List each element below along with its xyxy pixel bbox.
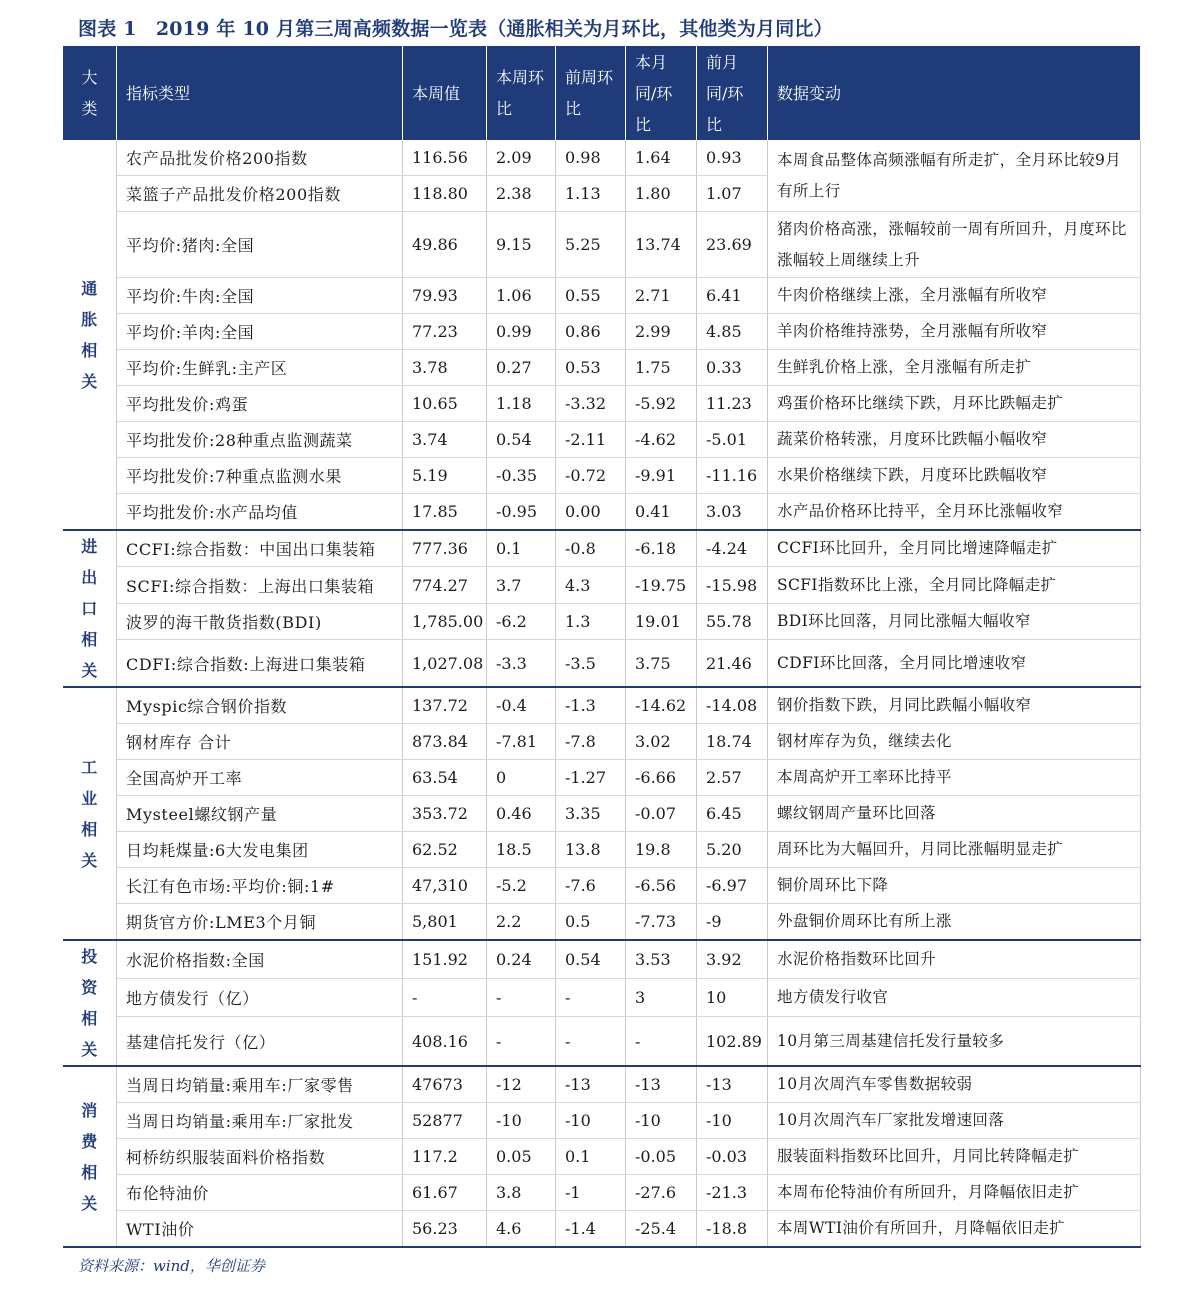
prev-mom-cell: 102.89 [697, 1017, 768, 1066]
category-cell: 工业相关 [63, 687, 117, 940]
wow-cell: 0.99 [487, 314, 556, 350]
prev-wow-cell: -10 [556, 1103, 626, 1139]
table-row [63, 1103, 1141, 1139]
prev-mom-cell: 0.33 [697, 350, 768, 386]
prev-wow-cell: 1.3 [556, 603, 626, 639]
table-row [63, 530, 1141, 567]
mom-cell: -6.56 [626, 868, 697, 904]
header-wow: 本周环比 [487, 46, 556, 140]
table-row [63, 458, 1141, 494]
wow-cell: 1.18 [487, 386, 556, 422]
change-note-cell: 10月第三周基建信托发行量较多 [768, 1017, 1141, 1066]
indicator-cell: 布伦特油价 [117, 1175, 403, 1211]
wow-cell: 2.09 [487, 140, 556, 176]
table-row [63, 1211, 1141, 1248]
indicator-cell: 平均批发价:鸡蛋 [117, 386, 403, 422]
change-note-cell: 服装面料指数环比回升，月同比转降幅走扩 [768, 1139, 1141, 1175]
prev-mom-cell: -9 [697, 904, 768, 941]
data-table [62, 46, 1141, 1248]
mom-cell: 19.8 [626, 832, 697, 868]
prev-wow-cell: 0.53 [556, 350, 626, 386]
value-cell: 17.85 [403, 494, 487, 531]
mom-cell: 3.53 [626, 940, 697, 979]
wow-cell: 0.05 [487, 1139, 556, 1175]
change-note-cell: 本周布伦特油价有所回升，月降幅依旧走扩 [768, 1175, 1141, 1211]
change-note-cell: 地方债发行收官 [768, 979, 1141, 1017]
prev-wow-cell: 3.35 [556, 796, 626, 832]
mom-cell: -0.07 [626, 796, 697, 832]
mom-cell: -4.62 [626, 422, 697, 458]
change-note-cell: 羊肉价格维持涨势，全月涨幅有所收窄 [768, 314, 1141, 350]
value-cell: 47,310 [403, 868, 487, 904]
wow-cell: 2.38 [487, 176, 556, 212]
value-cell: 118.80 [403, 176, 487, 212]
mom-cell: 1.64 [626, 140, 697, 176]
table-row [63, 350, 1141, 386]
header-category: 大类 [63, 46, 117, 140]
indicator-cell: Myspic综合钢价指数 [117, 687, 403, 724]
prev-wow-cell: 0.55 [556, 278, 626, 314]
indicator-cell: 农产品批发价格200指数 [117, 140, 403, 176]
change-note-cell: 蔬菜价格转涨，月度环比跌幅小幅收窄 [768, 422, 1141, 458]
indicator-cell: CDFI:综合指数:上海进口集装箱 [117, 640, 403, 687]
wow-cell: 0.24 [487, 940, 556, 979]
change-note-cell: 水产品价格环比持平，全月环比涨幅收窄 [768, 494, 1141, 531]
wow-cell: 0.54 [487, 422, 556, 458]
change-note-cell: 牛肉价格继续上涨，全月涨幅有所收窄 [768, 278, 1141, 314]
prev-mom-cell: 6.45 [697, 796, 768, 832]
value-cell: 137.72 [403, 687, 487, 724]
prev-wow-cell: 5.25 [556, 212, 626, 278]
table-row [63, 904, 1141, 941]
wow-cell: -6.2 [487, 603, 556, 639]
prev-wow-cell: -1.4 [556, 1211, 626, 1248]
mom-cell: 3.75 [626, 640, 697, 687]
wow-cell: 0.1 [487, 530, 556, 567]
table-row [63, 832, 1141, 868]
prev-mom-cell: 21.46 [697, 640, 768, 687]
wow-cell: 9.15 [487, 212, 556, 278]
prev-wow-cell: -7.8 [556, 724, 626, 760]
change-note-cell: 钢材库存为负，继续去化 [768, 724, 1141, 760]
indicator-cell: SCFI:综合指数：上海出口集装箱 [117, 567, 403, 603]
change-note-cell: 本周高炉开工率环比持平 [768, 760, 1141, 796]
value-cell: - [403, 979, 487, 1017]
prev-mom-cell: 11.23 [697, 386, 768, 422]
mom-cell: -19.75 [626, 567, 697, 603]
category-cell: 消费相关 [63, 1066, 117, 1247]
prev-mom-cell: 55.78 [697, 603, 768, 639]
mom-cell: -7.73 [626, 904, 697, 941]
prev-wow-cell: -3.32 [556, 386, 626, 422]
indicator-cell: Mysteel螺纹钢产量 [117, 796, 403, 832]
change-note-cell: 水泥价格指数环比回升 [768, 940, 1141, 979]
change-note-cell: 猪肉价格高涨，涨幅较前一周有所回升，月度环比涨幅较上周继续上升 [768, 212, 1141, 278]
change-note-cell: 铜价周环比下降 [768, 868, 1141, 904]
mom-cell: -27.6 [626, 1175, 697, 1211]
wow-cell: 18.5 [487, 832, 556, 868]
mom-cell: 1.75 [626, 350, 697, 386]
mom-cell: -9.91 [626, 458, 697, 494]
prev-wow-cell: 0.5 [556, 904, 626, 941]
wow-cell: 3.8 [487, 1175, 556, 1211]
indicator-cell: 平均价:羊肉:全国 [117, 314, 403, 350]
change-note-cell: 螺纹钢周产量环比回落 [768, 796, 1141, 832]
indicator-cell: 平均价:生鲜乳:主产区 [117, 350, 403, 386]
value-cell: 777.36 [403, 530, 487, 567]
table-row [63, 386, 1141, 422]
prev-mom-cell: -21.3 [697, 1175, 768, 1211]
mom-cell: 3.02 [626, 724, 697, 760]
value-cell: 774.27 [403, 567, 487, 603]
mom-cell: -10 [626, 1103, 697, 1139]
wow-cell: -0.35 [487, 458, 556, 494]
value-cell: 56.23 [403, 1211, 487, 1248]
prev-mom-cell: 3.03 [697, 494, 768, 531]
header-indicator: 指标类型 [117, 46, 403, 140]
value-cell: 5,801 [403, 904, 487, 941]
indicator-cell: 钢材库存 合计 [117, 724, 403, 760]
prev-mom-cell: 3.92 [697, 940, 768, 979]
mom-cell: -6.18 [626, 530, 697, 567]
mom-cell: -14.62 [626, 687, 697, 724]
change-note-cell: 10月次周汽车厂家批发增速回落 [768, 1103, 1141, 1139]
wow-cell: 1.06 [487, 278, 556, 314]
value-cell: 63.54 [403, 760, 487, 796]
prev-mom-cell: -11.16 [697, 458, 768, 494]
prev-mom-cell: 2.57 [697, 760, 768, 796]
header-prev-mom: 前月同/环比 [697, 46, 768, 140]
category-cell: 通胀相关 [63, 140, 117, 530]
prev-wow-cell: 1.13 [556, 176, 626, 212]
table-row [63, 494, 1141, 531]
mom-cell: 0.41 [626, 494, 697, 531]
value-cell: 1,785.00 [403, 603, 487, 639]
change-note-cell: 本周WTI油价有所回升，月降幅依旧走扩 [768, 1211, 1141, 1248]
change-note-cell: 10月次周汽车零售数据较弱 [768, 1066, 1141, 1103]
prev-mom-cell: -5.01 [697, 422, 768, 458]
prev-wow-cell: 0.00 [556, 494, 626, 531]
prev-wow-cell: -0.8 [556, 530, 626, 567]
indicator-cell: CCFI:综合指数：中国出口集装箱 [117, 530, 403, 567]
value-cell: 873.84 [403, 724, 487, 760]
value-cell: 49.86 [403, 212, 487, 278]
prev-wow-cell: -1.3 [556, 687, 626, 724]
change-note-cell: CCFI环比回升，全月同比增速降幅走扩 [768, 530, 1141, 567]
indicator-cell: 全国高炉开工率 [117, 760, 403, 796]
category-cell: 进出口相关 [63, 530, 117, 687]
prev-wow-cell: -13 [556, 1066, 626, 1103]
value-cell: 79.93 [403, 278, 487, 314]
prev-mom-cell: -14.08 [697, 687, 768, 724]
category-cell: 投资相关 [63, 940, 117, 1066]
table-row [63, 278, 1141, 314]
indicator-cell: 水泥价格指数:全国 [117, 940, 403, 979]
prev-wow-cell: 0.98 [556, 140, 626, 176]
change-note-cell: 生鲜乳价格上涨，全月涨幅有所走扩 [768, 350, 1141, 386]
change-note-cell: 水果价格继续下跌，月度环比跌幅收窄 [768, 458, 1141, 494]
table-row [63, 868, 1141, 904]
mom-cell: 19.01 [626, 603, 697, 639]
prev-mom-cell: -0.03 [697, 1139, 768, 1175]
value-cell: 3.78 [403, 350, 487, 386]
wow-cell: - [487, 979, 556, 1017]
value-cell: 1,027.08 [403, 640, 487, 687]
prev-wow-cell: 0.86 [556, 314, 626, 350]
change-note-cell: BDI环比回落，月同比涨幅大幅收窄 [768, 603, 1141, 639]
prev-mom-cell: -15.98 [697, 567, 768, 603]
prev-mom-cell: 23.69 [697, 212, 768, 278]
wow-cell: -0.4 [487, 687, 556, 724]
wow-cell: -7.81 [487, 724, 556, 760]
mom-cell: -6.66 [626, 760, 697, 796]
table-row [63, 979, 1141, 1017]
indicator-cell: 平均价:牛肉:全国 [117, 278, 403, 314]
indicator-cell: 期货官方价:LME3个月铜 [117, 904, 403, 941]
mom-cell: 2.99 [626, 314, 697, 350]
prev-wow-cell: - [556, 979, 626, 1017]
table-row [63, 567, 1141, 603]
table-row [63, 687, 1141, 724]
wow-cell: -5.2 [487, 868, 556, 904]
header-row [63, 46, 1141, 140]
change-note-cell: 周环比为大幅回升，月同比涨幅明显走扩 [768, 832, 1141, 868]
prev-wow-cell: -0.72 [556, 458, 626, 494]
prev-mom-cell: -13 [697, 1066, 768, 1103]
change-note-cell: 钢价指数下跌，月同比跌幅小幅收窄 [768, 687, 1141, 724]
value-cell: 353.72 [403, 796, 487, 832]
wow-cell: -10 [487, 1103, 556, 1139]
prev-wow-cell: 4.3 [556, 567, 626, 603]
prev-mom-cell: 0.93 [697, 140, 768, 176]
value-cell: 61.67 [403, 1175, 487, 1211]
mom-cell: -0.05 [626, 1139, 697, 1175]
table-row [63, 422, 1141, 458]
indicator-cell: 平均批发价:水产品均值 [117, 494, 403, 531]
prev-mom-cell: -6.97 [697, 868, 768, 904]
table-row [63, 796, 1141, 832]
table-row [63, 603, 1141, 639]
value-cell: 47673 [403, 1066, 487, 1103]
prev-mom-cell: 1.07 [697, 176, 768, 212]
mom-cell: 2.71 [626, 278, 697, 314]
prev-wow-cell: -2.11 [556, 422, 626, 458]
prev-mom-cell: 6.41 [697, 278, 768, 314]
mom-cell: - [626, 1017, 697, 1066]
table-row [63, 1017, 1141, 1066]
value-cell: 10.65 [403, 386, 487, 422]
table-row [63, 724, 1141, 760]
wow-cell: 4.6 [487, 1211, 556, 1248]
prev-wow-cell: -1 [556, 1175, 626, 1211]
indicator-cell: 平均批发价:7种重点监测水果 [117, 458, 403, 494]
wow-cell: 0.46 [487, 796, 556, 832]
wow-cell: 3.7 [487, 567, 556, 603]
page-title: 图表 1 2019 年 10 月第三周高频数据一览表（通胀相关为月环比，其他类为月同比） [78, 18, 833, 40]
mom-cell: 3 [626, 979, 697, 1017]
prev-mom-cell: -4.24 [697, 530, 768, 567]
mom-cell: 1.80 [626, 176, 697, 212]
table-row [63, 140, 1141, 176]
prev-wow-cell: -1.27 [556, 760, 626, 796]
prev-mom-cell: -18.8 [697, 1211, 768, 1248]
prev-wow-cell: 0.54 [556, 940, 626, 979]
indicator-cell: 平均批发价:28种重点监测蔬菜 [117, 422, 403, 458]
value-cell: 52877 [403, 1103, 487, 1139]
table-row [63, 1139, 1141, 1175]
wow-cell: - [487, 1017, 556, 1066]
mom-cell: -25.4 [626, 1211, 697, 1248]
indicator-cell: 地方债发行（亿） [117, 979, 403, 1017]
indicator-cell: 当周日均销量:乘用车:厂家批发 [117, 1103, 403, 1139]
indicator-cell: 当周日均销量:乘用车:厂家零售 [117, 1066, 403, 1103]
header-mom: 本月同/环比 [626, 46, 697, 140]
table-row [63, 1175, 1141, 1211]
value-cell: 151.92 [403, 940, 487, 979]
indicator-cell: 柯桥纺织服装面料价格指数 [117, 1139, 403, 1175]
table-row [63, 940, 1141, 979]
indicator-cell: 基建信托发行（亿） [117, 1017, 403, 1066]
prev-mom-cell: 18.74 [697, 724, 768, 760]
value-cell: 77.23 [403, 314, 487, 350]
prev-wow-cell: - [556, 1017, 626, 1066]
table-row [63, 640, 1141, 687]
wow-cell: -12 [487, 1066, 556, 1103]
indicator-cell: WTI油价 [117, 1211, 403, 1248]
prev-mom-cell: 5.20 [697, 832, 768, 868]
indicator-cell: 波罗的海干散货指数(BDI) [117, 603, 403, 639]
prev-wow-cell: -3.5 [556, 640, 626, 687]
mom-cell: -5.92 [626, 386, 697, 422]
prev-mom-cell: -10 [697, 1103, 768, 1139]
value-cell: 3.74 [403, 422, 487, 458]
change-note-cell: 外盘铜价周环比有所上涨 [768, 904, 1141, 941]
change-note-cell: 本周食品整体高频涨幅有所走扩，全月环比较9月有所上行 [768, 140, 1141, 212]
prev-mom-cell: 10 [697, 979, 768, 1017]
value-cell: 62.52 [403, 832, 487, 868]
change-note-cell: CDFI环比回落，全月同比增速收窄 [768, 640, 1141, 687]
mom-cell: 13.74 [626, 212, 697, 278]
indicator-cell: 日均耗煤量:6大发电集团 [117, 832, 403, 868]
mom-cell: -13 [626, 1066, 697, 1103]
header-change: 数据变动 [768, 46, 1141, 140]
table-row [63, 760, 1141, 796]
table-row [63, 212, 1141, 278]
indicator-cell: 菜篮子产品批发价格200指数 [117, 176, 403, 212]
value-cell: 116.56 [403, 140, 487, 176]
table-row [63, 1066, 1141, 1103]
value-cell: 5.19 [403, 458, 487, 494]
table-row [63, 314, 1141, 350]
indicator-cell: 长江有色市场:平均价:铜:1# [117, 868, 403, 904]
source-note: 资料来源：wind，华创证券 [78, 1257, 265, 1275]
table-body [63, 140, 1141, 1247]
prev-wow-cell: 0.1 [556, 1139, 626, 1175]
value-cell: 408.16 [403, 1017, 487, 1066]
prev-mom-cell: 4.85 [697, 314, 768, 350]
indicator-cell: 平均价:猪肉:全国 [117, 212, 403, 278]
wow-cell: -3.3 [487, 640, 556, 687]
prev-wow-cell: -7.6 [556, 868, 626, 904]
wow-cell: 0.27 [487, 350, 556, 386]
header-prev-wow: 前周环比 [556, 46, 626, 140]
wow-cell: 0 [487, 760, 556, 796]
header-value: 本周值 [403, 46, 487, 140]
value-cell: 117.2 [403, 1139, 487, 1175]
wow-cell: -0.95 [487, 494, 556, 531]
change-note-cell: 鸡蛋价格环比继续下跌，月环比跌幅走扩 [768, 386, 1141, 422]
wow-cell: 2.2 [487, 904, 556, 941]
prev-wow-cell: 13.8 [556, 832, 626, 868]
change-note-cell: SCFI指数环比上涨，全月同比降幅走扩 [768, 567, 1141, 603]
